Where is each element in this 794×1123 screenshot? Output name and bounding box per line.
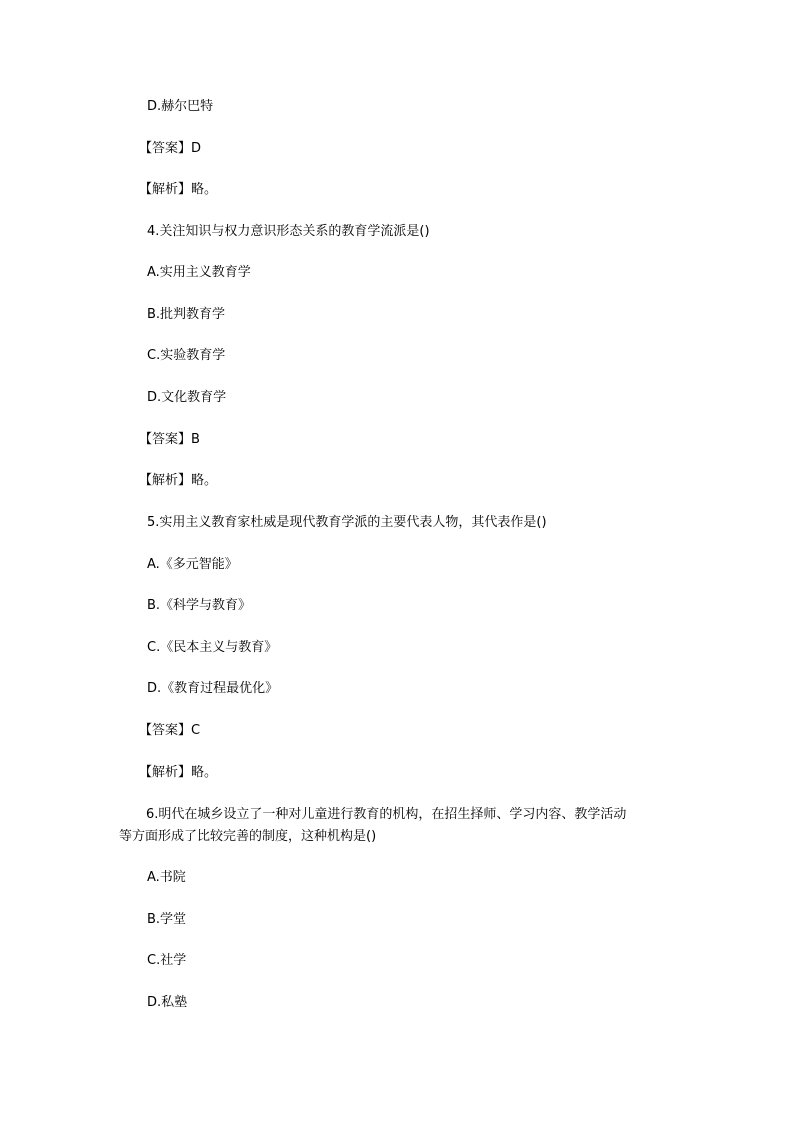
option-c-q4: C.实验教育学	[147, 348, 226, 363]
analysis-q3: 【解析】略。	[139, 182, 218, 197]
option-b-q5: B.《科学与教育》	[147, 598, 252, 613]
question-6-line-1: 6.明代在城乡设立了一种对儿童进行教育的机构，在招生择师、学习内容、教学活动	[146, 807, 627, 822]
analysis-q5: 【解析】略。	[139, 765, 218, 780]
question-6-line-2: 等方面形成了比较完善的制度，这种机构是()	[119, 829, 377, 844]
analysis-q4: 【解析】略。	[139, 473, 218, 488]
answer-q3: 【答案】D	[139, 141, 202, 156]
question-4: 4.关注知识与权力意识形态关系的教育学流派是()	[147, 224, 430, 239]
option-a-q6: A.书院	[147, 870, 186, 885]
option-c-q6: C.社学	[147, 953, 187, 968]
option-a-q4: A.实用主义教育学	[147, 265, 251, 280]
option-c-q5: C.《民本主义与教育》	[147, 640, 278, 655]
option-d-q6: D.私塾	[147, 995, 188, 1010]
answer-q5: 【答案】C	[139, 723, 201, 738]
option-b-q6: B.学堂	[147, 912, 187, 927]
option-a-q5: A.《多元智能》	[147, 557, 238, 572]
option-b-q4: B.批判教育学	[147, 307, 226, 322]
answer-q4: 【答案】B	[139, 432, 200, 447]
option-d-q4: D.文化教育学	[147, 390, 227, 405]
option-d-q5: D.《教育过程最优化》	[147, 681, 279, 696]
option-d-q3: D.赫尔巴特	[147, 99, 214, 114]
question-5: 5.实用主义教育家杜威是现代教育学派的主要代表人物，其代表作是()	[147, 515, 547, 530]
